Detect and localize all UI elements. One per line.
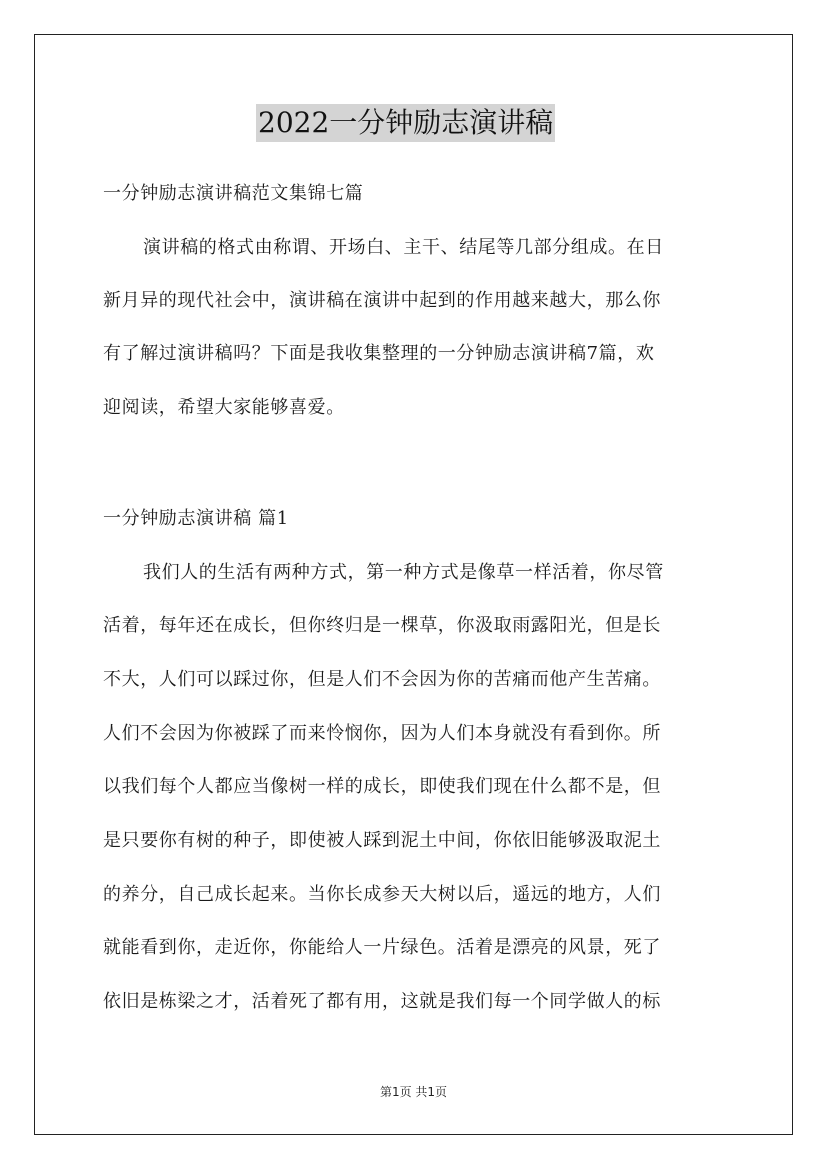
section-heading: 一分钟励志演讲稿 篇1: [103, 508, 289, 529]
body-line: 是只要你有树的种子，即使被人踩到泥土中间，你依旧能够汲取泥土: [103, 830, 661, 851]
intro-line: 演讲稿的格式由称谓、开场白、主干、结尾等几部分组成。在日: [143, 237, 664, 258]
intro-line: 新月异的现代社会中，演讲稿在演讲中起到的作用越来越大，那么你: [103, 290, 661, 311]
body-line: 的养分，自己成长起来。当你长成参天大树以后，遥远的地方，人们: [103, 884, 661, 905]
body-line: 不大，人们可以踩过你，但是人们不会因为你的苦痛而他产生苦痛。: [103, 669, 661, 690]
intro-line: 有了解过演讲稿吗？下面是我收集整理的一分钟励志演讲稿7篇，欢: [103, 343, 655, 364]
body-line: 人们不会因为你被踩了而来怜悯你，因为人们本身就没有看到你。所: [103, 723, 661, 744]
intro-line: 迎阅读，希望大家能够喜爱。: [103, 397, 345, 418]
body-line: 就能看到你，走近你，你能给人一片绿色。活着是漂亮的风景，死了: [103, 937, 661, 958]
document-title: 2022一分钟励志演讲稿: [256, 104, 555, 142]
page-number-footer: 第1页 共1页: [379, 1085, 448, 1099]
body-line: 依旧是栋梁之才，活着死了都有用，这就是我们每一个同学做人的标: [103, 991, 661, 1012]
document-subtitle: 一分钟励志演讲稿范文集锦七篇: [103, 183, 364, 204]
body-line: 活着，每年还在成长，但你终归是一棵草，你汲取雨露阳光，但是长: [103, 615, 661, 636]
body-line: 我们人的生活有两种方式，第一种方式是像草一样活着，你尽管: [143, 562, 664, 583]
body-line: 以我们每个人都应当像树一样的成长，即使我们现在什么都不是，但: [103, 776, 661, 797]
